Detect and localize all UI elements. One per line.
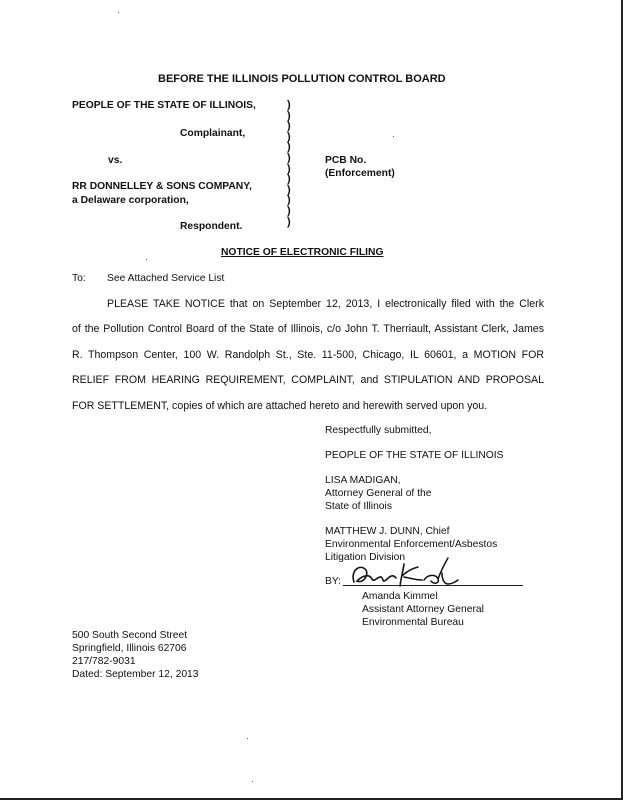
attorney-general-title: Attorney General of the xyxy=(325,488,432,499)
defendant-name: RR DONNELLEY & SONS COMPANY, xyxy=(72,181,252,192)
chief-title: Litigation Division xyxy=(325,552,406,563)
notice-body-line: FOR SETTLEMENT, copies of which are attached hereto and herewith served upon you. xyxy=(72,400,488,412)
plaintiff-name: PEOPLE OF THE STATE OF ILLINOIS, xyxy=(72,100,256,111)
closing: Respectfully submitted, xyxy=(325,425,432,436)
notice-body-line: of the Pollution Control Board of the State of Illinois, c/o John T. Therriault, Assistant Clerk, James xyxy=(72,323,544,335)
notice-body-line: R. Thompson Center, 100 W. Randolph St., Ste. 11-500, Chicago, IL 60601, a MOTION FOR xyxy=(72,349,544,361)
address-street: 500 South Second Street xyxy=(72,630,188,641)
defendant-role: Respondent. xyxy=(180,221,243,232)
notice-body-line: PLEASE TAKE NOTICE that on September 12, 2013, I electronically filed with the Clerk xyxy=(107,298,544,310)
address-city: Springfield, Illinois 62706 xyxy=(72,643,187,654)
caption-parentheses: ) ) ) ) ) ) ) ) ) ) ) ) xyxy=(287,99,291,228)
scan-speck xyxy=(393,136,394,137)
attorney-general-title: State of Illinois xyxy=(325,501,392,512)
party-name: PEOPLE OF THE STATE OF ILLINOIS xyxy=(325,450,504,461)
to-value: See Attached Service List xyxy=(107,273,225,284)
handwritten-signature xyxy=(338,555,468,591)
notice-title: NOTICE OF ELECTRONIC FILING xyxy=(221,247,384,258)
chief-title: Environmental Enforcement/Asbestos xyxy=(325,539,498,550)
chief-name: MATTHEW J. DUNN, Chief xyxy=(325,526,450,537)
case-type: (Enforcement) xyxy=(325,168,395,179)
signer-name: Amanda Kimmel xyxy=(362,591,438,602)
attorney-general-name: LISA MADIGAN, xyxy=(325,475,401,486)
scan-speck xyxy=(252,781,253,782)
scan-speck xyxy=(247,738,248,739)
scan-speck xyxy=(146,259,147,260)
plaintiff-role: Complainant, xyxy=(180,128,246,139)
signer-title: Assistant Attorney General xyxy=(362,604,484,615)
signer-title: Environmental Bureau xyxy=(362,617,464,628)
case-number: PCB No. xyxy=(325,155,367,166)
dated-line: Dated: September 12, 2013 xyxy=(72,669,199,680)
address-phone: 217/782-9031 xyxy=(72,656,136,667)
scan-speck xyxy=(118,12,119,13)
by-label: BY: xyxy=(325,576,342,587)
versus-label: vs. xyxy=(108,155,123,166)
document-title: BEFORE THE ILLINOIS POLLUTION CONTROL BOARD xyxy=(158,73,446,85)
to-label: To: xyxy=(72,273,86,284)
notice-body-line: RELIEF FROM HEARING REQUIREMENT, COMPLAINT, and STIPULATION AND PROPOSAL xyxy=(72,374,544,386)
defendant-description: a Delaware corporation, xyxy=(72,195,189,206)
